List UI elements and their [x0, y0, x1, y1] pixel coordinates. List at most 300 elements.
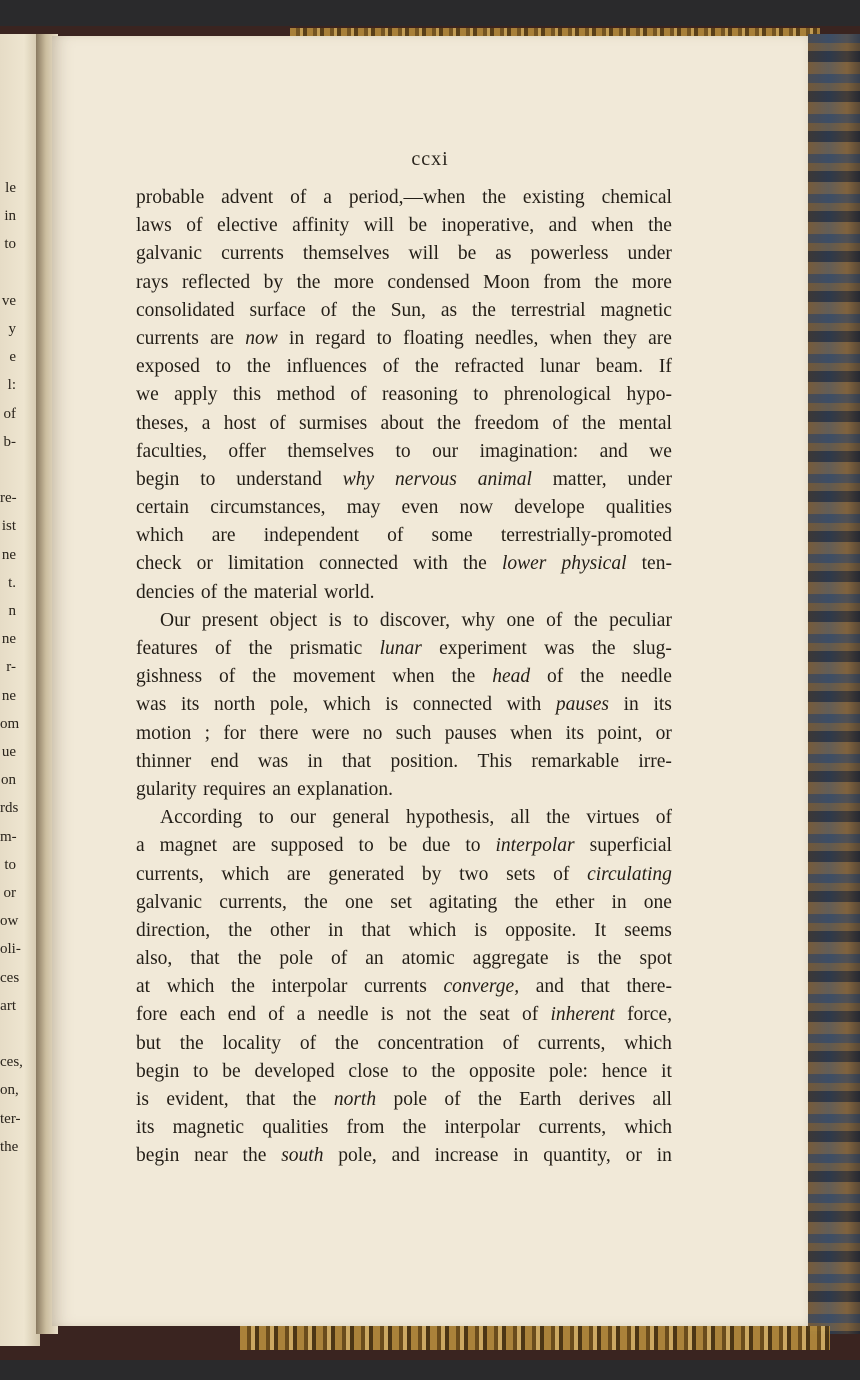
- italic-word: nervous: [395, 468, 457, 490]
- word: motion: [136, 722, 192, 744]
- word: apply: [174, 384, 218, 406]
- text-line: [136, 240, 672, 268]
- bottom-gilt-edge: [240, 1326, 830, 1350]
- word: when: [392, 666, 435, 688]
- word: rays: [136, 271, 169, 293]
- word: there-: [626, 976, 672, 998]
- left-page-fragment: of: [3, 405, 16, 422]
- word: in: [513, 1145, 529, 1167]
- word: a: [323, 187, 332, 208]
- word: or: [625, 1145, 642, 1167]
- word: magnetic: [172, 1117, 245, 1139]
- word: of: [552, 412, 569, 434]
- word: are: [648, 327, 672, 349]
- left-page-fragment: ow: [0, 913, 19, 930]
- word: host: [223, 412, 257, 434]
- left-page-fragment: y: [8, 321, 16, 337]
- word: surface: [249, 299, 306, 321]
- body-text: [136, 184, 672, 1171]
- word: under: [627, 243, 672, 265]
- text-line: [136, 466, 672, 494]
- word: ;: [204, 722, 210, 744]
- word: currents,: [136, 863, 204, 885]
- text-line: [136, 1058, 672, 1086]
- word: to: [465, 835, 481, 857]
- word: the: [580, 666, 605, 688]
- italic-word: head: [492, 666, 531, 688]
- word: north: [214, 694, 256, 716]
- word: in: [328, 919, 344, 941]
- word: in: [656, 1145, 672, 1167]
- italic-word: circulating: [587, 863, 672, 885]
- word: was: [257, 750, 289, 772]
- word: surmises: [298, 412, 368, 434]
- word: currents,: [538, 1117, 607, 1139]
- word: pole: [279, 948, 313, 970]
- italic-word: now: [245, 327, 278, 349]
- word: by: [263, 271, 284, 293]
- word: check: [136, 553, 182, 575]
- word: inoperative,: [441, 215, 535, 237]
- word: by: [421, 863, 442, 885]
- left-page-fragment: om: [0, 715, 20, 732]
- left-page-fragment: ue: [1, 744, 16, 760]
- word: of: [268, 1004, 285, 1026]
- word: be: [457, 243, 477, 265]
- left-page-fragment: in: [4, 208, 16, 225]
- word: to: [193, 1060, 209, 1082]
- word: dencies: [136, 581, 195, 603]
- word: or: [196, 553, 213, 575]
- word: the: [402, 1117, 427, 1139]
- word: the: [581, 412, 606, 434]
- text-line: [136, 325, 672, 353]
- word: a: [296, 1004, 306, 1026]
- word: connected: [318, 553, 399, 575]
- word: in: [623, 694, 639, 716]
- word: our: [432, 440, 459, 462]
- word: the: [242, 1145, 267, 1167]
- marbled-fore-edge: [808, 34, 860, 1334]
- word: which: [408, 919, 457, 941]
- text-line: [136, 889, 672, 917]
- word: influences: [286, 356, 367, 378]
- word: or: [655, 722, 672, 744]
- word: its: [565, 722, 585, 744]
- word: advent: [221, 187, 274, 208]
- word: mental: [618, 412, 672, 434]
- word: the: [228, 919, 253, 941]
- word: understand: [236, 468, 322, 490]
- word: the: [292, 1089, 317, 1110]
- text-line: [136, 1001, 672, 1029]
- word: the: [296, 271, 321, 293]
- word: It: [594, 919, 607, 941]
- left-page-fragment: t.: [8, 574, 16, 591]
- word: are: [286, 863, 311, 885]
- word: refracted: [454, 356, 524, 378]
- word: we: [136, 384, 159, 406]
- word: to: [395, 440, 411, 462]
- text-line: [136, 269, 672, 297]
- word: two: [459, 863, 489, 885]
- italic-word: lunar: [379, 638, 422, 659]
- word: it: [661, 1060, 672, 1082]
- word: of: [547, 666, 564, 688]
- word: end: [227, 1004, 256, 1026]
- word: with: [413, 553, 448, 575]
- word: to: [358, 835, 374, 857]
- word: Earth: [519, 1089, 562, 1110]
- word: in: [307, 750, 323, 772]
- word: of: [269, 412, 286, 434]
- word: which: [624, 1032, 672, 1054]
- word: one: [344, 891, 374, 913]
- word: is: [328, 609, 342, 631]
- word: reasoning: [382, 384, 458, 406]
- word: currents: [364, 976, 427, 998]
- word: are: [211, 525, 236, 547]
- word: independent: [263, 525, 360, 547]
- word: which: [624, 1117, 672, 1139]
- italic-word: converge,: [443, 976, 520, 998]
- word: of: [521, 1004, 539, 1026]
- word: of: [186, 215, 203, 237]
- word: this: [232, 384, 262, 406]
- word: thinner: [136, 750, 192, 772]
- text-line: [136, 1114, 672, 1142]
- word: and: [599, 440, 628, 462]
- word: currents: [136, 327, 199, 349]
- word: a: [201, 412, 211, 434]
- word: the: [514, 891, 539, 913]
- word: its: [136, 1117, 155, 1139]
- word: If: [658, 356, 672, 378]
- text-line: [136, 691, 672, 719]
- left-page-fragment: m-: [0, 828, 17, 845]
- word: develope: [514, 497, 585, 519]
- word: position.: [390, 750, 459, 772]
- word: galvanic: [136, 891, 203, 913]
- word: one: [643, 891, 672, 913]
- text-line: [136, 861, 672, 889]
- word: explanation.: [297, 778, 393, 800]
- left-page-fragment: ter-: [0, 1110, 21, 1127]
- word: from: [346, 1117, 385, 1139]
- word: elective: [217, 215, 278, 237]
- word: floating: [403, 327, 464, 349]
- word: when: [549, 327, 592, 349]
- word: pole:: [548, 1060, 588, 1082]
- left-page-fragment: b-: [3, 433, 16, 450]
- left-page-fragment: ces: [0, 969, 20, 986]
- word: interpolar: [444, 1117, 521, 1139]
- left-page-fragment: to: [4, 236, 16, 253]
- word: hypothesis,: [405, 807, 495, 829]
- word: movement: [292, 666, 376, 688]
- word: of: [200, 581, 218, 603]
- word: due: [422, 835, 451, 857]
- word: in: [289, 327, 305, 349]
- word: is: [385, 694, 399, 716]
- text-line: [136, 748, 672, 776]
- word: derives: [578, 1089, 636, 1110]
- word: for: [223, 722, 247, 744]
- word: not: [406, 1004, 431, 1026]
- word: the: [573, 609, 598, 631]
- left-page-fragment: on: [1, 772, 16, 789]
- word: and: [548, 215, 577, 237]
- word: matter,: [552, 468, 607, 490]
- word: with: [506, 694, 542, 716]
- left-page-fragment: re-: [0, 490, 17, 507]
- word: spot: [639, 948, 672, 970]
- text-line: [136, 381, 672, 409]
- text-line: [136, 353, 672, 381]
- word: but: [136, 1032, 161, 1054]
- text-line: [136, 297, 672, 325]
- left-page-fragment: rds: [0, 800, 19, 817]
- left-page-fragment: the: [0, 1138, 19, 1155]
- word: limitation: [228, 553, 304, 575]
- word: sets: [506, 863, 536, 885]
- text-line: [136, 832, 672, 860]
- word: hypo-: [626, 384, 672, 406]
- left-page-fragment: to: [4, 856, 16, 873]
- word: will: [408, 243, 439, 265]
- word: direction,: [136, 919, 211, 941]
- word: some: [431, 525, 473, 547]
- word: more: [333, 271, 374, 293]
- word: as: [440, 299, 458, 321]
- word: why: [461, 609, 496, 631]
- word: period,—when: [348, 187, 466, 208]
- word: which: [322, 694, 371, 716]
- text-line: [136, 579, 672, 607]
- word: they: [603, 327, 637, 349]
- text-line: [136, 945, 672, 973]
- word: be: [408, 215, 427, 237]
- word: regard: [315, 327, 366, 349]
- word: prismatic: [289, 638, 363, 659]
- word: that: [246, 1089, 276, 1110]
- word: and: [391, 1145, 420, 1167]
- word: pole: [393, 1089, 428, 1110]
- left-page-fragment: l:: [7, 377, 16, 394]
- word: concentration: [377, 1032, 484, 1054]
- left-page-fragment: ne: [1, 631, 16, 648]
- word: of: [290, 187, 307, 208]
- word: currents,: [219, 891, 287, 913]
- text-line: [136, 550, 672, 578]
- left-page-fragment: e: [9, 349, 16, 366]
- word: agitating: [429, 891, 498, 913]
- word: reflected: [181, 271, 251, 293]
- word: opposite: [469, 1060, 536, 1082]
- word: evident,: [166, 1089, 229, 1110]
- word: the: [462, 553, 487, 575]
- word: of: [331, 948, 348, 970]
- word: are: [232, 835, 256, 857]
- italic-word: interpolar: [495, 835, 575, 857]
- text-line: [136, 663, 672, 691]
- word: an: [365, 948, 384, 970]
- word: of: [387, 525, 404, 547]
- italic-word: pauses: [555, 694, 609, 716]
- text-line: [136, 804, 672, 832]
- word: galvanic: [136, 243, 203, 265]
- word: end: [210, 750, 239, 772]
- word: its: [180, 694, 200, 716]
- word: remarkable: [531, 750, 620, 772]
- word: to: [402, 1060, 418, 1082]
- left-page-fragment: oli-: [0, 941, 21, 958]
- word: which: [166, 976, 215, 998]
- word: magnetic: [600, 299, 672, 321]
- word: that: [580, 976, 610, 998]
- word: such: [395, 722, 432, 744]
- word: of: [502, 1032, 519, 1054]
- text-line: [136, 212, 672, 240]
- word: experiment: [439, 638, 527, 659]
- italic-word: north: [333, 1089, 377, 1110]
- left-page-fragment: le: [5, 180, 16, 196]
- word: the: [477, 1089, 502, 1110]
- word: set: [390, 891, 412, 913]
- word: all: [652, 1089, 672, 1110]
- word: circumstances,: [210, 497, 326, 519]
- word: seat: [479, 1004, 510, 1026]
- word: needle: [317, 1004, 369, 1026]
- word: requires: [203, 778, 266, 800]
- word: from: [543, 271, 582, 293]
- word: also,: [136, 948, 173, 970]
- word: our: [290, 807, 317, 829]
- word: the: [648, 215, 672, 237]
- word: may: [346, 497, 381, 519]
- word: no: [362, 722, 383, 744]
- italic-word: lower: [501, 553, 547, 575]
- word: when: [510, 722, 553, 744]
- word: is: [474, 919, 488, 941]
- word: the: [597, 948, 622, 970]
- word: an: [272, 778, 291, 800]
- text-line: [136, 635, 672, 663]
- word: pole,: [269, 694, 309, 716]
- word: themselves: [302, 243, 390, 265]
- word: currents: [221, 243, 284, 265]
- word: to: [376, 327, 392, 349]
- text-line: [136, 438, 672, 466]
- word: theses,: [136, 412, 189, 434]
- word: more: [631, 271, 672, 293]
- word: virtues: [586, 807, 640, 829]
- word: currents,: [537, 1032, 606, 1054]
- word: all: [510, 807, 530, 829]
- word: features: [136, 638, 198, 659]
- word: the: [451, 666, 476, 688]
- word: is: [380, 1004, 394, 1026]
- text-line: [136, 720, 672, 748]
- word: world.: [324, 581, 375, 603]
- word: that: [190, 948, 220, 970]
- left-page-fragment: n: [8, 603, 16, 619]
- word: under: [627, 468, 672, 490]
- left-page-fragment: ve: [1, 292, 16, 309]
- word: the: [414, 356, 439, 378]
- word: of: [655, 807, 672, 829]
- word: and: [535, 976, 564, 998]
- word: were: [311, 722, 350, 744]
- word: generated: [328, 863, 405, 885]
- word: needle: [621, 666, 672, 688]
- word: near: [194, 1145, 228, 1167]
- word: one: [506, 609, 535, 631]
- word: developed: [254, 1060, 335, 1082]
- word: there: [259, 722, 299, 744]
- word: the: [237, 948, 262, 970]
- word: laws: [136, 215, 172, 237]
- word: of: [444, 1089, 461, 1110]
- word: of: [219, 666, 236, 688]
- word: the: [591, 638, 616, 659]
- word: powerless: [530, 243, 609, 265]
- word: probable: [136, 187, 205, 208]
- word: the: [252, 666, 277, 688]
- word: imagination:: [479, 440, 579, 462]
- word: are: [210, 327, 234, 349]
- word: slug-: [632, 638, 672, 659]
- word: atomic: [401, 948, 455, 970]
- word: affinity: [292, 215, 350, 237]
- word: increase: [434, 1145, 499, 1167]
- word: even: [401, 497, 439, 519]
- word: be: [222, 1060, 241, 1082]
- word: in: [611, 891, 627, 913]
- word: offer: [228, 440, 266, 462]
- word: This: [477, 750, 513, 772]
- italic-word: why: [342, 468, 375, 490]
- word: the: [351, 299, 376, 321]
- word: the: [248, 638, 273, 659]
- text-line: [136, 607, 672, 635]
- word: ether: [555, 891, 595, 913]
- word: phrenological: [503, 384, 612, 406]
- word: quantity,: [543, 1145, 611, 1167]
- word: chemical: [601, 187, 672, 208]
- word: locality: [222, 1032, 281, 1054]
- word: material: [253, 581, 318, 603]
- word: was: [136, 694, 167, 716]
- left-page-fragment: on,: [0, 1082, 19, 1099]
- word: its: [653, 694, 672, 716]
- text-line: [136, 1086, 672, 1114]
- text-line: [136, 184, 672, 212]
- word: opposite.: [505, 919, 577, 941]
- text-line: [136, 917, 672, 945]
- italic-word: animal: [477, 468, 532, 490]
- word: other: [270, 919, 311, 941]
- word: gularity: [136, 778, 197, 800]
- word: freedom: [474, 412, 540, 434]
- word: existing: [522, 187, 585, 208]
- word: at: [136, 976, 151, 998]
- word: will: [363, 215, 395, 237]
- word: be: [388, 835, 408, 857]
- text-line: [136, 522, 672, 550]
- word: is: [566, 948, 580, 970]
- word: the: [443, 1004, 468, 1026]
